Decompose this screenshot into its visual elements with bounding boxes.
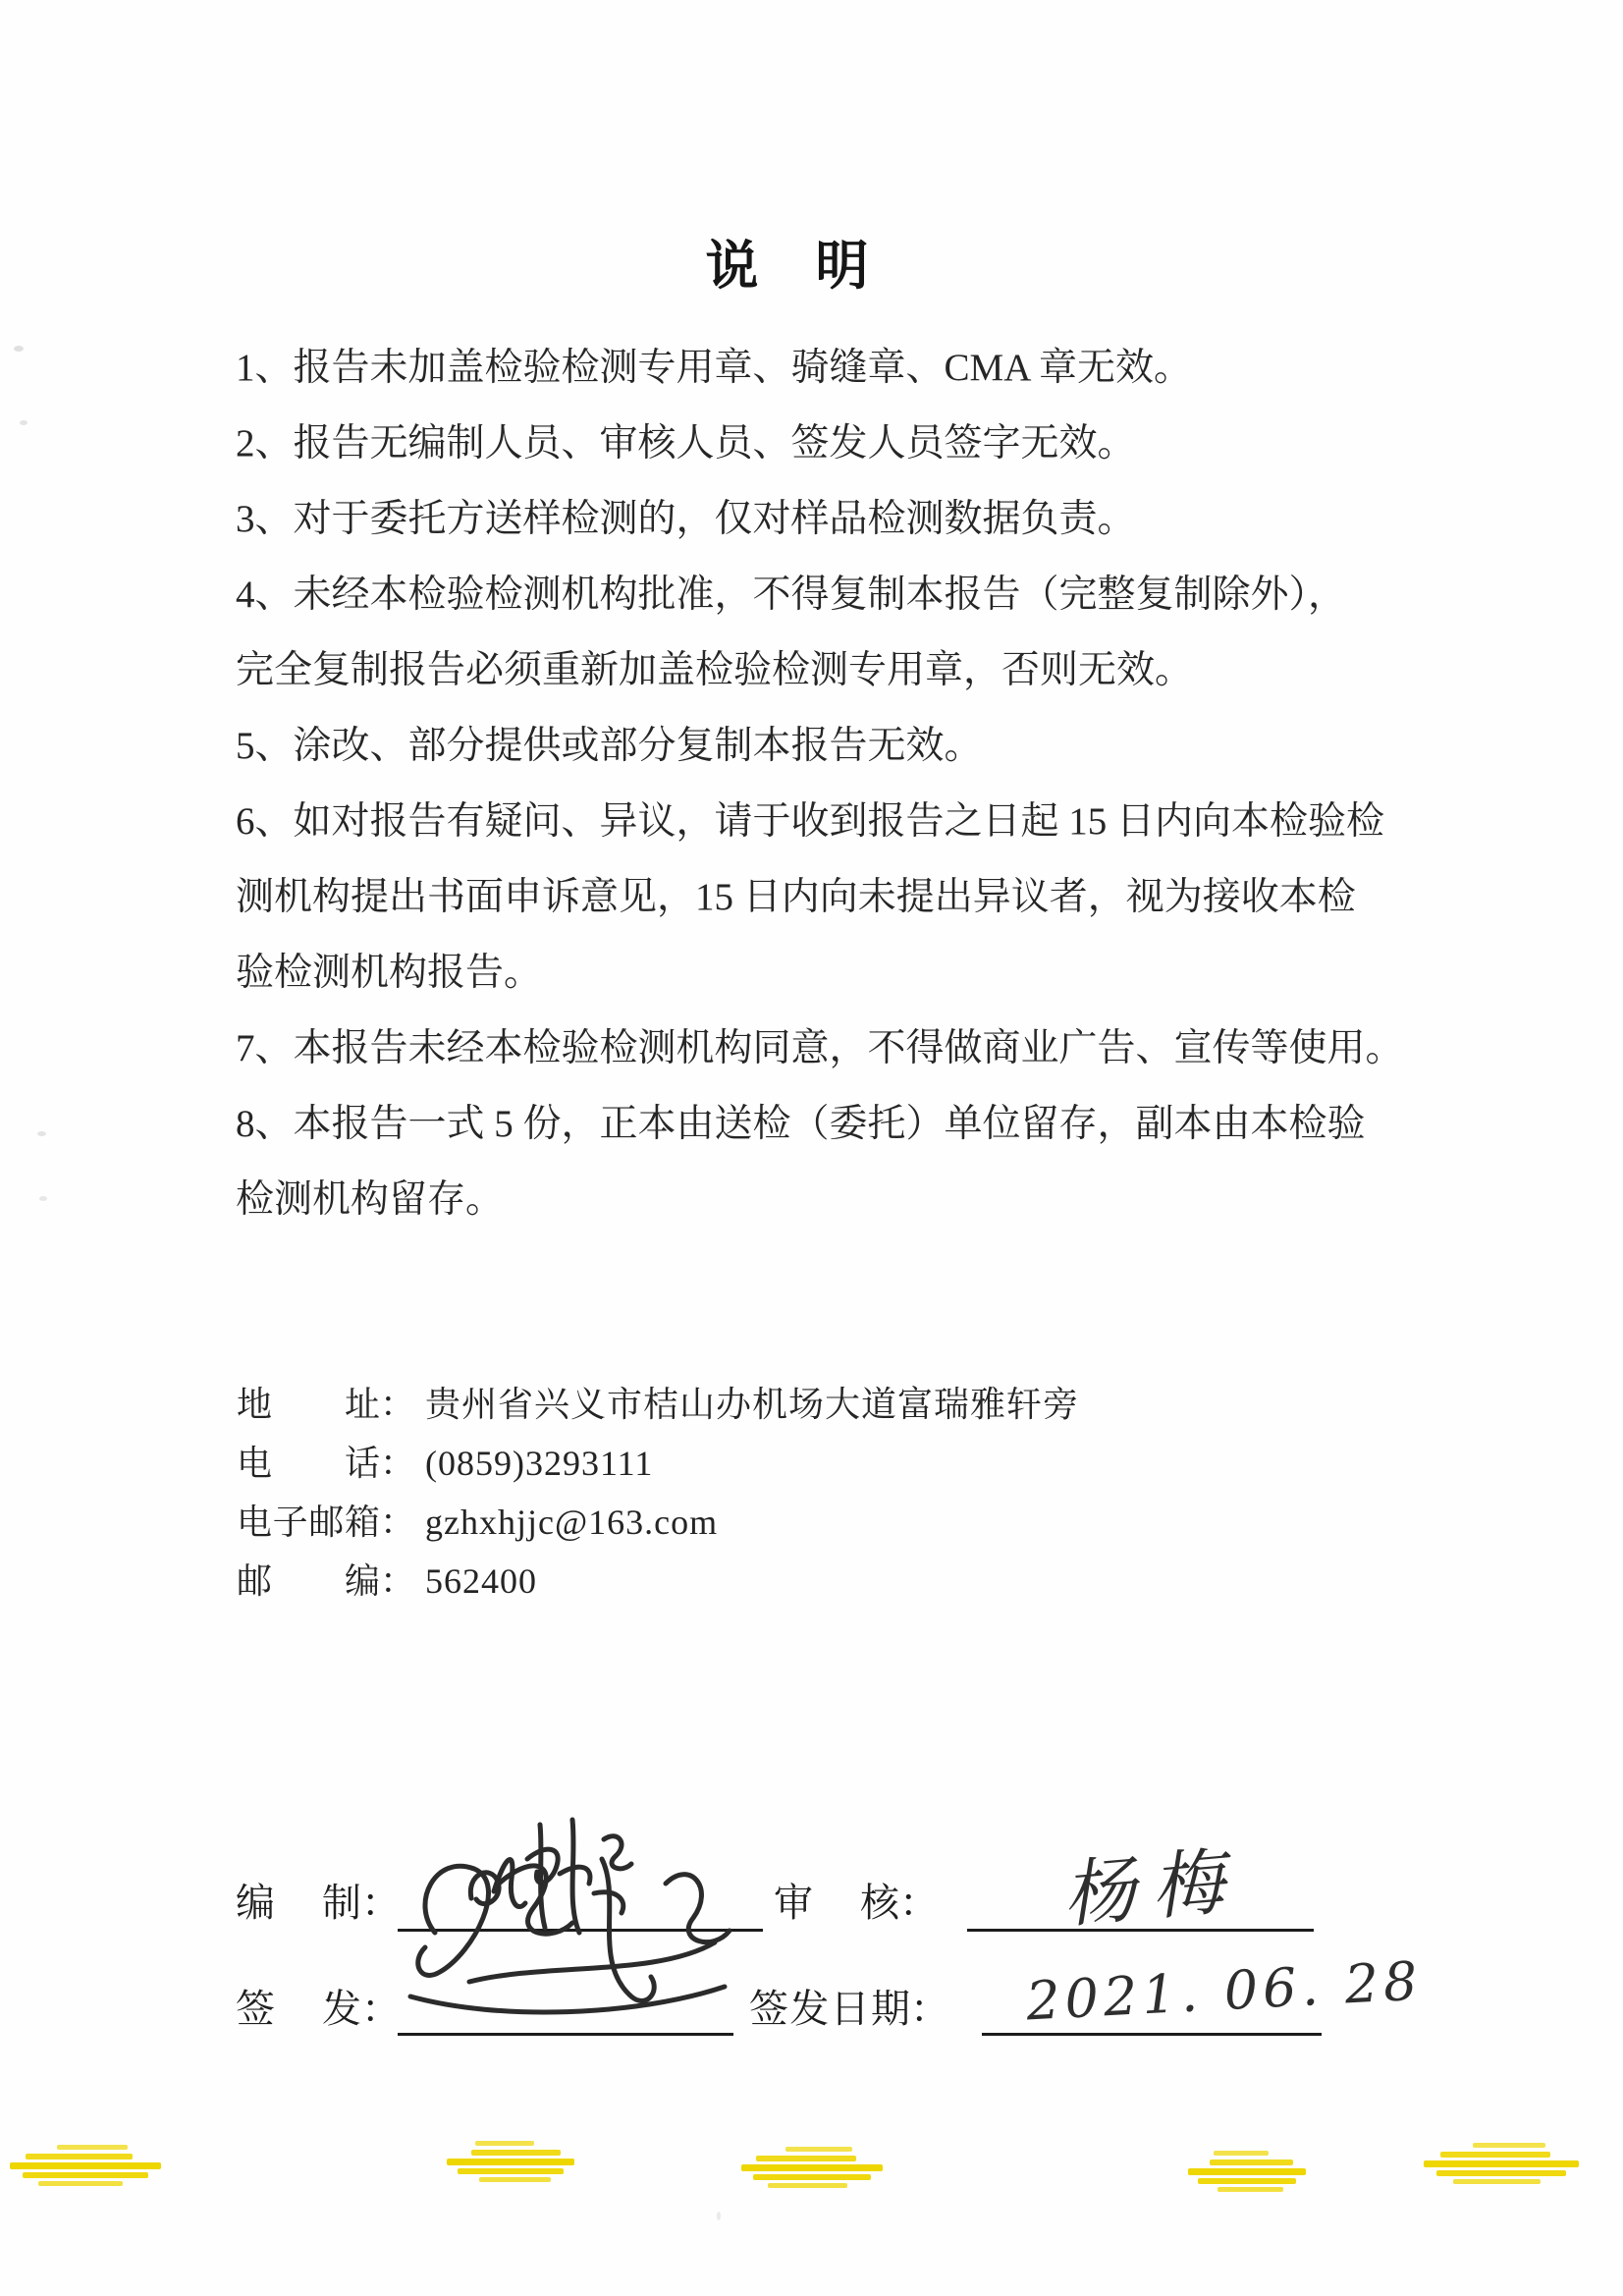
note-line: 4、未经本检验检测机构批准，不得复制本报告（完整复制除外）， — [236, 574, 1347, 616]
note-line: 测机构提出书面申诉意见，15 日内向未提出异议者，视为接收本检 — [236, 876, 1356, 918]
note-line: 完全复制报告必须重新加盖检验检测专用章，否则无效。 — [236, 649, 1194, 691]
phone-value: (0859)3293111 — [425, 1444, 654, 1483]
page-title: 说 明 — [705, 237, 871, 296]
reviewed-by-label: 审核： — [774, 1881, 939, 1925]
label-colon: ： — [380, 1385, 416, 1424]
contact-row-postcode — [237, 1552, 1218, 1611]
label-colon: ： — [380, 1444, 416, 1483]
issued-by-handwritten-signature — [381, 1815, 774, 2060]
note-line: 6、如对报告有疑问、异议，请于收到报告之日起 15 日内向本检验检 — [236, 800, 1385, 843]
yellow-smudge-artifact — [10, 2145, 167, 2190]
note-line: 7、本报告未经本检验检测机构同意，不得做商业广告、宣传等使用。 — [236, 1027, 1404, 1069]
scan-speck — [20, 420, 27, 425]
postcode-label: 邮编 — [237, 1561, 380, 1601]
contact-row-phone — [237, 1434, 1218, 1493]
yellow-smudge-artifact — [741, 2147, 889, 2192]
note-line: 8、本报告一式 5 份，正本由送检（委托）单位留存，副本由本检验 — [236, 1103, 1366, 1145]
yellow-smudge-artifact — [1424, 2143, 1586, 2188]
contact-block — [237, 1375, 1218, 1611]
email-label: 电子邮箱 — [237, 1503, 380, 1542]
scan-speck — [37, 1131, 46, 1136]
label-colon: ： — [380, 1503, 416, 1542]
note-line: 1、报告未加盖检验检测专用章、骑缝章、CMA 章无效。 — [236, 347, 1192, 389]
issue-date-handwritten-value: 2021. 06. 28 — [1024, 1949, 1424, 2033]
issued-by-label: 签发： — [236, 1987, 401, 2031]
issue-date-line — [982, 2033, 1322, 2036]
reviewed-by-handwritten-signature: 杨梅 — [1059, 1838, 1243, 1939]
contact-row-email — [237, 1493, 1218, 1552]
note-line: 检测机构留存。 — [236, 1178, 505, 1221]
note-line: 2、报告无编制人员、审核人员、签发人员签字无效。 — [236, 422, 1136, 465]
note-line: 3、对于委托方送样检测的，仅对样品检测数据负责。 — [236, 498, 1136, 540]
postcode-value: 562400 — [425, 1561, 538, 1601]
prepared-by-label: 编制： — [236, 1881, 401, 1925]
note-line: 5、涂改、部分提供或部分复制本报告无效。 — [236, 725, 983, 767]
email-value: gzhxhjjc@163.com — [425, 1503, 719, 1542]
address-value: 贵州省兴义市桔山办机场大道富瑞雅轩旁 — [425, 1385, 1080, 1424]
address-label: 地址 — [237, 1385, 380, 1424]
scan-speck — [39, 1196, 47, 1201]
scan-speck — [717, 2212, 721, 2220]
contact-row-address — [237, 1375, 1218, 1434]
yellow-smudge-artifact — [1183, 2151, 1306, 2196]
notes-list — [236, 330, 1404, 1237]
note-line: 验检测机构报告。 — [236, 952, 543, 994]
label-colon: ： — [380, 1561, 416, 1601]
phone-label: 电话 — [237, 1444, 380, 1483]
scan-speck — [14, 346, 24, 352]
yellow-smudge-artifact — [442, 2141, 574, 2186]
issue-date-label: 签发日期： — [749, 1987, 949, 2031]
